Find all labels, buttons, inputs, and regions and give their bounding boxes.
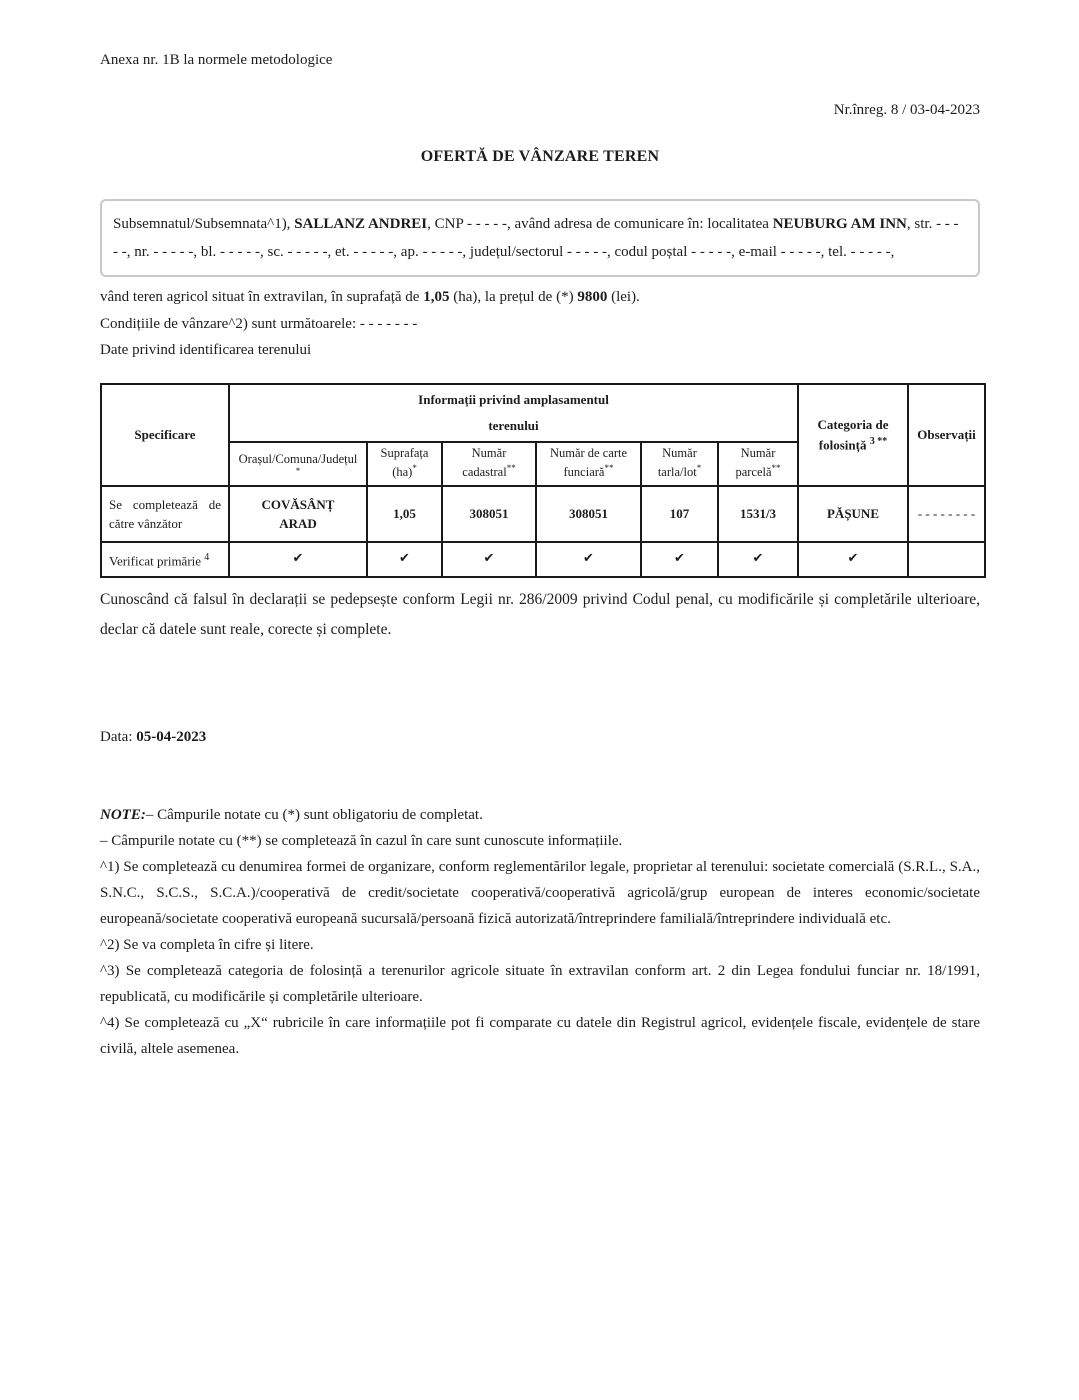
col-header-oras-comuna-judet (229, 442, 367, 486)
city-line1: COVĂSÂNȚ (261, 496, 335, 512)
subheader-marker: * (295, 466, 301, 476)
subheader-label: Orașul/Comuna/Județul (238, 452, 358, 466)
cell-tarla-lot: 107 (641, 486, 718, 542)
check-tarla: ✔ (641, 542, 718, 577)
date-label: Data: (100, 728, 137, 745)
col-header-numar-cadastral (442, 442, 536, 486)
check-observations-empty (908, 542, 985, 577)
sale-conditions: Condițiile de vânzare^2) sunt următoarele: - - - - - - - (100, 315, 418, 332)
col-header-amplasament-group (229, 384, 798, 442)
sale-lead: vând teren agricol situat în extravilan, în suprafață de (100, 289, 424, 305)
note-label: NOTE: (100, 806, 146, 823)
verify-row (101, 542, 985, 577)
verify-label: Verificat primărie (109, 553, 202, 569)
land-id-heading: Date privind identificarea terenului (100, 342, 312, 358)
note-4: ^2) Se va completa în cifre și litere. (100, 936, 314, 953)
col-header-carte-funciara (536, 442, 641, 486)
subheader-label: Număr parcelă (735, 446, 776, 480)
cell-observations: - - - - - - - - (908, 486, 985, 542)
subscriber-info-box (100, 199, 980, 277)
annex-note: Anexa nr. 1B la normele metodologice (100, 52, 333, 68)
sale-tail: (lei). (607, 289, 640, 305)
check-land-book: ✔ (536, 542, 641, 577)
note-6: ^4) Se completează cu „X“ rubricile în care informațiile pot fi comparate cu datele din Registrul agricol, evidențele fiscale, evidențele de stare civilă, altele asemenea. (100, 1014, 980, 1057)
cell-cadastral-number: 308051 (442, 486, 536, 542)
col-header-observatii: Observații (908, 384, 985, 486)
subheader-label: Număr de carte funciară (549, 446, 628, 480)
group-header-line2: terenului (488, 417, 539, 433)
note-1-text: – Câmpurile notate cu (*) sunt obligatoriu de completat. (145, 806, 483, 823)
row-label-seller: Se completează de către vânzător (101, 486, 229, 542)
locality-name: NEUBURG AM INN (772, 216, 907, 232)
check-parcel: ✔ (718, 542, 798, 577)
subheader-marker: * (412, 463, 417, 474)
price-value: 9800 (577, 289, 608, 305)
sale-statement (100, 284, 980, 311)
intro-lead: Subsemnatul/Subsemnata^1), (113, 216, 295, 232)
subheader-marker: ** (604, 463, 614, 474)
note-3: ^1) Se completează cu denumirea formei de organizare, conform reglementărilor legale, proprietar al terenului: societate comercială (S.R.L., S.A., S.N.C., S.C.S., S.C.A.)/cooperativă de credit/societate cooperativă/cooperativă agricolă/grup european de interes economic/societate europeană/societate cooperativă europeană sucursală/persoană fizică autorizată/întreprindere familială/întreprindere individuală etc. (100, 858, 980, 927)
subheader-label: Suprafața (ha) (380, 446, 429, 480)
intro-after-name: , CNP - - - - -, având adresa de comunicare în: localitatea (427, 216, 773, 232)
check-area: ✔ (367, 542, 442, 577)
date-line (100, 729, 980, 746)
subheader-marker: * (696, 463, 702, 474)
verify-label-sup: 4 (204, 551, 210, 563)
seller-data-row (101, 486, 985, 542)
check-city: ✔ (229, 542, 367, 577)
subheader-label: Număr tarla/lot (657, 446, 697, 480)
note-1 (100, 802, 980, 828)
categoria-label: Categoria de folosință (817, 416, 889, 453)
group-header-line1: Informații privind amplasamentul (418, 391, 609, 407)
note-5: ^3) Se completează categoria de folosință a terenurilor agricole situate în extravilan conform art. 2 din Legea fondului funciar nr. 18/1991, republicată, cu modificările și completările ulterioare. (100, 962, 980, 1005)
note-2: – Câmpurile notate cu (**) se completează în cazul în care sunt cunoscute informațiile. (100, 832, 623, 849)
check-cadastral: ✔ (442, 542, 536, 577)
cell-land-book-number: 308051 (536, 486, 641, 542)
cell-land-use: PĂȘUNE (798, 486, 908, 542)
subheader-marker: ** (771, 463, 781, 474)
cell-area: 1,05 (367, 486, 442, 542)
row-label-verify (101, 542, 229, 577)
col-header-suprafata (367, 442, 442, 486)
col-header-tarla-lot (641, 442, 718, 486)
area-value: 1,05 (423, 289, 450, 305)
categoria-marker: 3 ** (869, 435, 888, 447)
subheader-marker: ** (506, 463, 516, 474)
city-line2: ARAD (279, 515, 317, 531)
subheader-label: Număr cadastral (462, 446, 507, 480)
cell-city (229, 486, 367, 542)
cell-parcel: 1531/3 (718, 486, 798, 542)
registration-number: Nr.înreg. 8 / 03-04-2023 (833, 102, 980, 118)
col-header-parcela (718, 442, 798, 486)
date-value: 05-04-2023 (136, 728, 207, 745)
col-header-specificare: Specificare (101, 384, 229, 486)
table-header-row-1 (101, 384, 985, 442)
intro-address-fields: , str. - - - - -, nr. - - - - -, bl. - - - - -, sc. - - - - -, et. - - - - -, ap. - - - - -, județul/sectorul - - - - -, codul poștal - - - - -, e-mail - - - - -, tel. - - - - -, (113, 216, 959, 260)
check-land-use: ✔ (798, 542, 908, 577)
declaration-text: Cunoscând că falsul în declarații se pedepsește conform Legii nr. 286/2009 privind Codul penal, cu modificările și completările ulterioare, declar că datele sunt reale, corecte și complete. (100, 590, 980, 638)
notes-section (100, 802, 980, 1062)
col-header-categoria (798, 384, 908, 486)
seller-name: SALLANZ ANDREI (294, 216, 428, 232)
page-title: OFERTĂ DE VÂNZARE TEREN (420, 148, 660, 165)
sale-mid: (ha), la prețul de (*) (449, 289, 578, 305)
land-identification-table (100, 383, 986, 578)
